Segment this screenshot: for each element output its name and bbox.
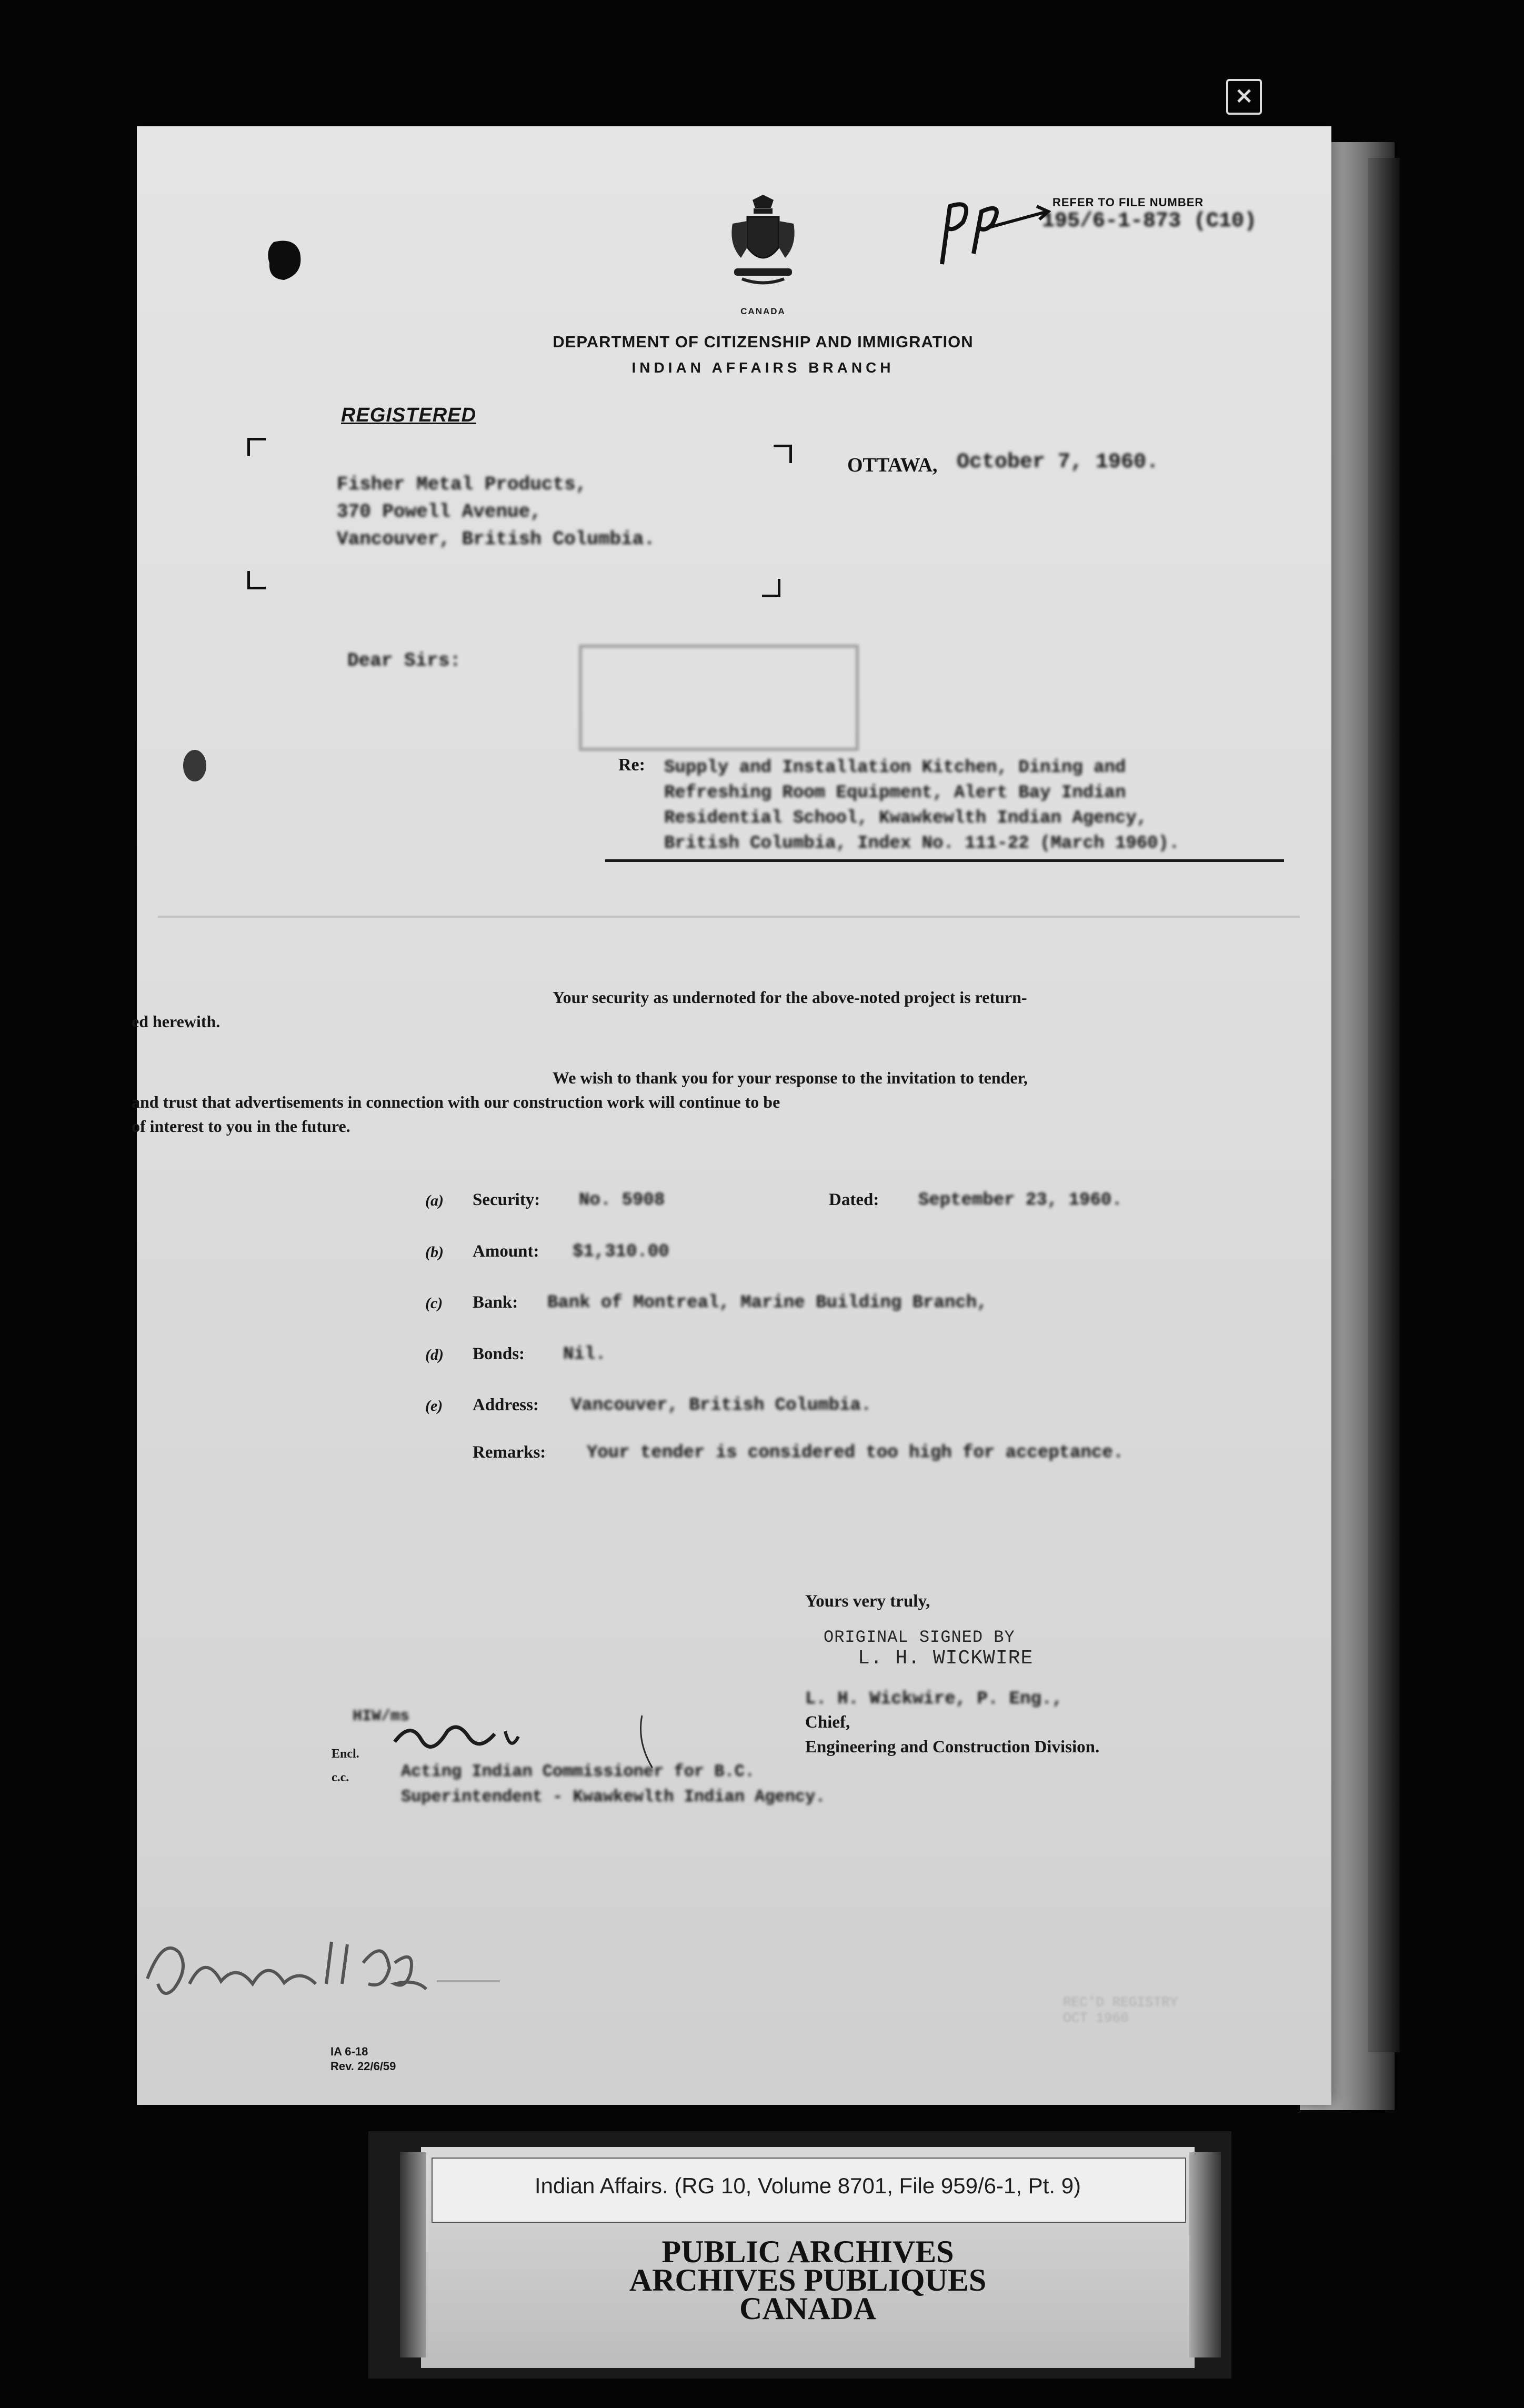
letter-date: October 7, 1960. (957, 450, 1159, 474)
archive-label-side-right (1189, 2152, 1221, 2357)
faint-stamp-line-1: REC'D REGISTRY (1063, 1994, 1178, 2010)
field-d-letter: (d) (425, 1346, 444, 1363)
branch-name: INDIAN AFFAIRS BRANCH (631, 359, 895, 376)
address-value: Vancouver, British Columbia. (571, 1396, 872, 1416)
re-underline (605, 859, 1284, 862)
p2-line-2: and trust that advertisements in connection with our construction work will continue to be (132, 1092, 780, 1111)
close-icon: × (1226, 79, 1262, 115)
body-paragraph-2 (132, 1066, 1189, 1138)
signer-title: Chief, (805, 1713, 850, 1732)
dated-value: September 23, 1960. (918, 1190, 1122, 1210)
p1-line-2: ed herewith. (132, 1012, 220, 1031)
enclosure-label: Encl. (332, 1747, 359, 1761)
bonds-label: Bonds: (473, 1345, 525, 1363)
form-number-line-2: Rev. 22/6/59 (330, 2060, 396, 2073)
reference-initials: HIW/ms (353, 1708, 410, 1725)
amount-value: $1,310.00 (573, 1242, 669, 1262)
archive-title-line-3: CANADA (739, 2291, 876, 2326)
bonds-value: Nil. (563, 1345, 606, 1364)
archive-reference: Indian Affairs. (RG 10, Volume 8701, File 959/6-1, Pt. 9) (534, 2173, 1081, 2198)
re-label: Re: (618, 755, 645, 775)
re-line-2: Refreshing Room Equipment, Alert Bay Indian (664, 783, 1126, 803)
cc-label: c.c. (332, 1771, 349, 1784)
registered-heading: REGISTERED (341, 404, 477, 426)
valediction: Yours very truly, (805, 1592, 930, 1611)
recipient-line-1: Fisher Metal Products, (337, 474, 587, 495)
address-bracket-tr (774, 445, 792, 463)
security-value: No. 5908 (579, 1190, 665, 1210)
recipient-line-3: Vancouver, British Columbia. (337, 528, 655, 550)
rubber-stamp-mark (579, 645, 859, 751)
faint-registry-stamp (1063, 1994, 1178, 2026)
form-number-line-1: IA 6-18 (330, 2045, 368, 2058)
handwritten-initials-icon (931, 196, 1052, 269)
address-label: Address: (473, 1396, 539, 1414)
recipient-line-2: 370 Powell Avenue, (337, 501, 542, 523)
amount-label: Amount: (473, 1242, 539, 1261)
field-e-letter: (e) (425, 1397, 443, 1414)
field-b-letter: (b) (425, 1243, 444, 1261)
punch-hole-icon (179, 747, 210, 784)
original-signed-stamp: ORIGINAL SIGNED BY (824, 1628, 1015, 1647)
archive-label-side-left (400, 2152, 426, 2357)
faint-stamp-line-2: OCT 1960 (1063, 2010, 1129, 2026)
p1-line-1: Your security as undernoted for the above-noted project is return- (553, 988, 1027, 1007)
file-number-label: REFER TO FILE NUMBER (1052, 196, 1204, 209)
bank-value: Bank of Montreal, Marine Building Branch, (547, 1293, 988, 1313)
cc-line-2: Superintendent - Kwawkewlth Indian Agency. (401, 1787, 826, 1807)
signer-name: L. H. Wickwire, P. Eng., (805, 1689, 1063, 1709)
address-bracket-br (762, 579, 780, 597)
archive-title-line-2: ARCHIVES PUBLIQUES (629, 2263, 987, 2297)
file-number: 195/6-1-873 (C10) (1042, 209, 1257, 233)
page-edge-dark (1368, 158, 1400, 2052)
remarks-label: Remarks: (473, 1443, 546, 1462)
bank-label: Bank: (473, 1293, 518, 1312)
re-line-1: Supply and Installation Kitchen, Dining and (664, 758, 1126, 778)
handwritten-signature-icon (142, 1931, 500, 2010)
p2-line-1: We wish to thank you for your response to the invitation to tender, (553, 1068, 1028, 1087)
remarks-value: Your tender is considered too high for acceptance. (587, 1443, 1124, 1463)
archive-title (432, 2234, 1184, 2326)
original-signer-stamp: L. H. WICKWIRE (858, 1647, 1034, 1670)
address-bracket-bl (247, 571, 266, 589)
salutation: Dear Sirs: (347, 650, 462, 671)
department-name: DEPARTMENT OF CITIZENSHIP AND IMMIGRATION (553, 333, 974, 351)
coat-of-arms-icon (726, 195, 800, 295)
field-c-letter: (c) (425, 1295, 443, 1312)
field-a-letter: (a) (425, 1192, 444, 1209)
ink-blot-icon (263, 237, 305, 284)
security-label: Security: (473, 1190, 540, 1209)
place: OTTAWA, (847, 454, 938, 476)
re-line-4: British Columbia, Index No. 111-22 (March 1960). (664, 834, 1180, 854)
page-fold (158, 916, 1300, 918)
body-paragraph-1 (132, 985, 1189, 1034)
address-bracket-tl (247, 438, 266, 456)
cc-line-1: Acting Indian Commissioner for B.C. (401, 1762, 755, 1781)
crest-caption: CANADA (740, 306, 786, 316)
archive-title-line-1: PUBLIC ARCHIVES (661, 2234, 954, 2269)
p2-line-3: of interest to you in the future. (132, 1117, 350, 1136)
signer-division: Engineering and Construction Division. (805, 1738, 1100, 1757)
form-number (330, 2044, 396, 2074)
re-subject (664, 755, 1264, 856)
dated-label: Dated: (829, 1190, 879, 1209)
re-line-3: Residential School, Kwawkewlth Indian Agency, (664, 808, 1148, 828)
